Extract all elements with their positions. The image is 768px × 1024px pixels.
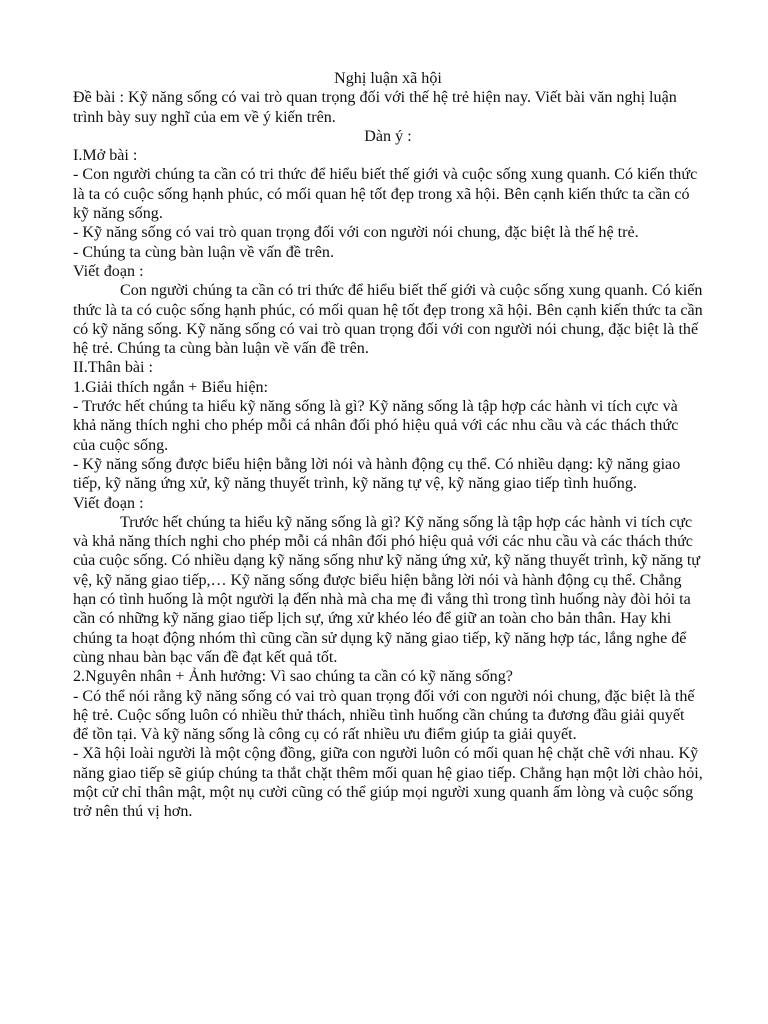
intro-bullet: - Kỹ năng sống có vai trò quan trọng đối với con người nói chung, đặc biệt là thế hệ trẻ. — [73, 224, 639, 242]
intro-write-label: Viết đoạn : — [73, 262, 144, 280]
document-page — [73, 69, 703, 822]
part2-heading: 2.Nguyên nhân + Ảnh hưởng: Vì sao chúng ta cần có kỹ năng sống? — [73, 668, 513, 686]
part2-bullet: - Xã hội loài người là một cộng đồng, giữa con người luôn có mối quan hệ chặt chẽ với nhau. Kỹ năng giao tiếp sẽ giúp chúng ta thắt chặt thêm mối quan hệ giao tiếp. Chẳng hạn một lời chào hỏi, một cử chỉ thân mật, một nụ cười cũng có thể giúp mọi người xung quanh ấm lòng và cuộc sống trở nên thú vị hơn. — [73, 745, 703, 821]
body-heading: II.Thân bài : — [73, 359, 153, 377]
document-title: Nghị luận xã hội — [334, 70, 442, 87]
part1-bullet: - Trước hết chúng ta hiểu kỹ năng sống là gì? Kỹ năng sống là tập hợp các hành vi tích cực và khả năng thích nghi cho phép mỗi cá nhân đối phó hiệu quả với các nhu cầu và các thách thức của cuộc sống. — [73, 398, 679, 454]
essay-prompt: Đề bài : Kỹ năng sống có vai trò quan trọng đối với thế hệ trẻ hiện nay. Viết bài văn nghị luận trình bày suy nghĩ của em về ý kiến trên. — [73, 89, 677, 126]
part1-bullet: - Kỹ năng sống được biểu hiện bằng lời nói và hành động cụ thể. Có nhiều dạng: kỹ năng giao tiếp, kỹ năng ứng xử, kỹ năng thuyết trình, kỹ năng tự vệ, kỹ năng giao tiếp tình huống. — [73, 455, 681, 493]
intro-bullet: - Chúng ta cùng bàn luận về vấn đề trên. — [73, 243, 334, 261]
part1-paragraph: Trước hết chúng ta hiểu kỹ năng sống là gì? Kỹ năng sống là tập hợp các hành vi tích cực và khả năng thích nghi cho phép mỗi cá nhân đối phó hiệu quả với các nhu cầu và các thách thức của cuộc sống. Có nhiều dạng kỹ năng sống như kỹ năng ứng xử, kỹ năng thuyết trình, kỹ năng tự vệ, kỹ năng giao tiếp,… Kỹ năng sống được biểu hiện bằng lời nói và hành động cụ thể. Chẳng hạn có tình huống là một người lạ đến nhà mà cha mẹ đi vắng thì trong tình huống này đòi hỏi ta cần có những kỹ năng giao tiếp lịch sự, ứng xử khéo léo để giữ an toàn cho bản thân. Hay khi chúng ta hoạt động nhóm thì cũng cần sử dụng kỹ năng giao tiếp, kỹ năng hợp tác, lắng nghe để cùng nhau bàn bạc vấn đề đạt kết quả tốt. — [73, 513, 700, 666]
intro-heading: I.Mở bài : — [73, 147, 138, 165]
part1-heading: 1.Giải thích ngắn + Biểu hiện: — [73, 378, 269, 396]
intro-paragraph: Con người chúng ta cần có tri thức để hiểu biết thế giới và cuộc sống xung quanh. Có kiến thức là ta có cuộc sống hạnh phúc, có mối quan hệ tốt đẹp trong xã hội. Bên cạnh kiến thức ta cần có kỹ năng sống. Kỹ năng sống có vai trò quan trọng đối với con người nói chung, đặc biệt là thế hệ trẻ. Chúng ta cùng bàn luận về vấn đề trên. — [73, 282, 703, 358]
intro-bullet: - Con người chúng ta cần có tri thức để hiểu biết thế giới và cuộc sống xung quanh. Có kiến thức là ta có cuộc sống hạnh phúc, có mối quan hệ tốt đẹp trong xã hội. Bên cạnh kiến thức ta cần có kỹ năng sống. — [73, 166, 698, 223]
outline-heading: Dàn ý : — [364, 127, 412, 145]
part1-write-label: Viết đoạn : — [73, 494, 144, 512]
part2-bullet: - Có thể nói rằng kỹ năng sống có vai trò quan trọng đối với con người nói chung, đặc biệt là thế hệ trẻ. Cuộc sống luôn có nhiều thử thách, nhiều tình huống cần chúng ta đương đầu giải quyết để tồn tại. Và kỹ năng sống là công cụ có rất nhiều ưu điểm giúp ta giải quyết. — [73, 687, 695, 744]
